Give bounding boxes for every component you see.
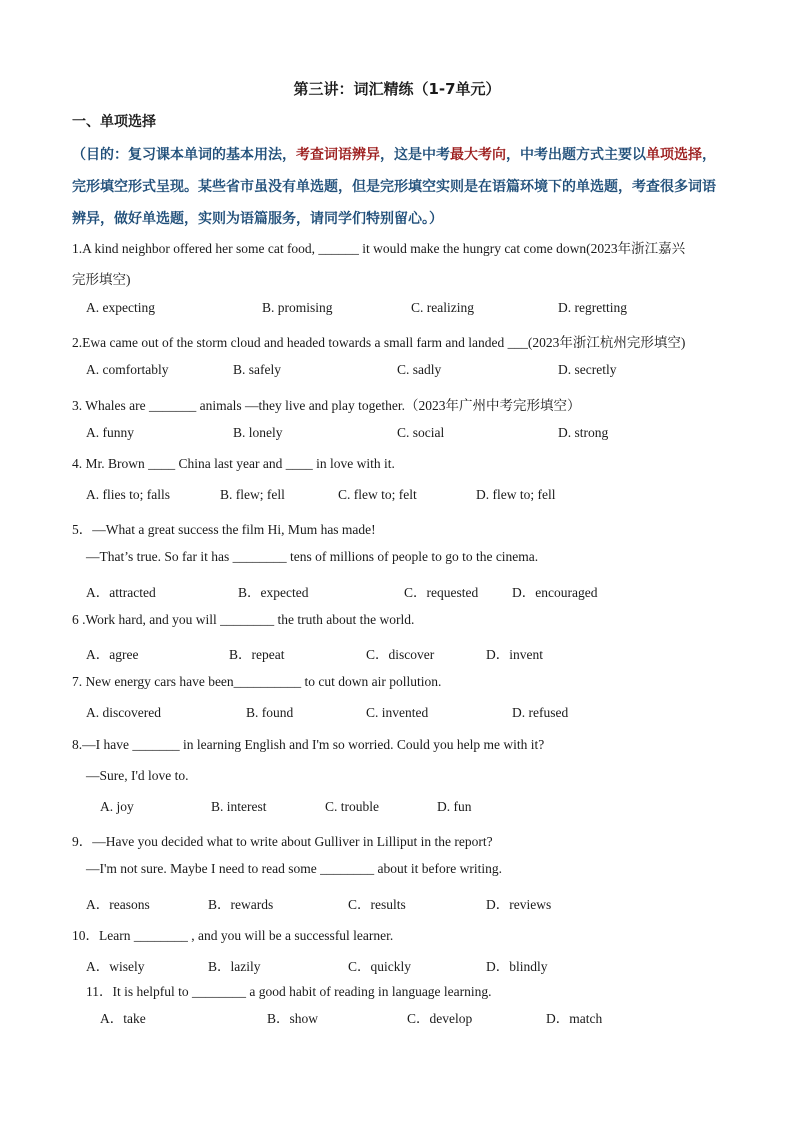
question-7-option-c: C. invented — [366, 705, 429, 720]
question-8-option-a: A. joy — [100, 799, 134, 814]
question-7-option-d: D. refused — [512, 705, 569, 720]
question-11-option-b: B．show — [267, 1011, 319, 1026]
question-11-option-a: A．take — [100, 1011, 146, 1026]
question-10-option-a: A．wisely — [86, 959, 145, 974]
question-3-option-a: A. funny — [86, 425, 134, 440]
question-9-option-a: A．reasons — [86, 897, 150, 912]
page-title: 第三讲：词汇精练（1-7单元） — [293, 80, 501, 98]
question-1-option-b: B. promising — [262, 300, 333, 315]
question-8-stem: 8.—I have _______ in learning English and I'm so worried. Could you help me with it? — [72, 737, 545, 752]
question-5-option-d: D．encouraged — [512, 585, 598, 600]
question-2-option-a: A. comfortably — [86, 362, 169, 377]
question-6-option-a: A．agree — [86, 647, 139, 662]
question-6-option-d: D．invent — [486, 647, 543, 662]
intro-paragraph — [72, 139, 724, 235]
intro-text: （目的：复习课本单词的基本用法， — [72, 147, 296, 163]
question-2-option-b: B. safely — [233, 362, 281, 377]
question-4-stem: 4. Mr. Brown ____ China last year and ____ in love with it. — [72, 456, 395, 471]
question-2-option-c: C. sadly — [397, 362, 442, 377]
question-4-option-d: D. flew to; fell — [476, 487, 556, 502]
question-9-option-d: D．reviews — [486, 897, 552, 912]
question-6-option-c: C．discover — [366, 647, 435, 662]
question-11-stem: 11．It is helpful to ________ a good habit of reading in language learning. — [86, 984, 492, 999]
question-1-stem: 1.A kind neighbor offered her some cat food, ______ it would make the hungry cat come down(2023年浙江嘉兴 — [72, 241, 686, 256]
question-7-option-b: B. found — [246, 705, 294, 720]
question-3-option-d: D. strong — [558, 425, 609, 440]
question-8-option-c: C. trouble — [325, 799, 379, 814]
question-2-option-d: D. secretly — [558, 362, 617, 377]
question-1-option-c: C. realizing — [411, 300, 474, 315]
section-heading: 一、单项选择 — [72, 114, 156, 130]
intro-highlight: 最大考向 — [450, 147, 506, 163]
question-4-option-c: C. flew to; felt — [338, 487, 417, 502]
question-6-stem: 6 .Work hard, and you will ________ the truth about the world. — [72, 612, 415, 627]
question-9-stem: 9．—Have you decided what to write about Gulliver in Lilliput in the report? — [72, 834, 493, 849]
question-8-option-b: B. interest — [211, 799, 267, 814]
question-10-option-b: B．lazily — [208, 959, 261, 974]
question-10-stem: 10．Learn ________ , and you will be a successful learner. — [72, 928, 394, 943]
question-9-option-c: C．results — [348, 897, 406, 912]
intro-highlight: 考查词语辨异 — [296, 147, 380, 163]
question-8-option-d: D. fun — [437, 799, 472, 814]
question-5-option-a: A．attracted — [86, 585, 156, 600]
question-2-stem: 2.Ewa came out of the storm cloud and headed towards a small farm and landed ___(2023年浙江杭州完形填空) — [72, 335, 686, 350]
question-3-stem: 3. Whales are _______ animals —they live and play together.（2023年广州中考完形填空） — [72, 398, 581, 413]
question-1-option-a: A. expecting — [86, 300, 155, 315]
question-3-option-b: B. lonely — [233, 425, 283, 440]
intro-highlight: 单项选择 — [646, 147, 702, 163]
question-1-stem-cont: 完形填空) — [72, 272, 131, 287]
question-9-stem-cont: —I'm not sure. Maybe I need to read some ________ about it before writing. — [86, 861, 502, 876]
intro-text: ，这是中考 — [380, 147, 450, 163]
question-4-option-b: B. flew; fell — [220, 487, 285, 502]
intro-text: ，中考出题方式主要以 — [506, 147, 646, 163]
question-10-option-c: C．quickly — [348, 959, 411, 974]
question-9-option-b: B．rewards — [208, 897, 274, 912]
intro-text: ，完形填空形式呈现。某些省市虽没有单选题，但是完形填空实则是在语篇环境下的单选题，考查很多词语辨异，做好单选题，实则为语篇服务，请同学们特别留心。） — [72, 147, 716, 227]
question-3-option-c: C. social — [397, 425, 445, 440]
question-7-option-a: A. discovered — [86, 705, 161, 720]
question-4-option-a: A. flies to; falls — [86, 487, 170, 502]
question-5-stem-cont: —That’s true. So far it has ________ tens of millions of people to go to the cinema. — [86, 549, 539, 564]
question-5-stem: 5．—What a great success the film Hi, Mum has made! — [72, 522, 376, 537]
question-5-option-c: C．requested — [404, 585, 479, 600]
question-1-option-d: D. regretting — [558, 300, 627, 315]
question-8-stem-cont: —Sure, I'd love to. — [86, 768, 189, 783]
question-11-option-d: D．match — [546, 1011, 603, 1026]
question-6-option-b: B．repeat — [229, 647, 285, 662]
question-10-option-d: D．blindly — [486, 959, 548, 974]
question-11-option-c: C．develop — [407, 1011, 473, 1026]
question-5-option-b: B．expected — [238, 585, 309, 600]
question-7-stem: 7. New energy cars have been__________ to cut down air pollution. — [72, 674, 442, 689]
